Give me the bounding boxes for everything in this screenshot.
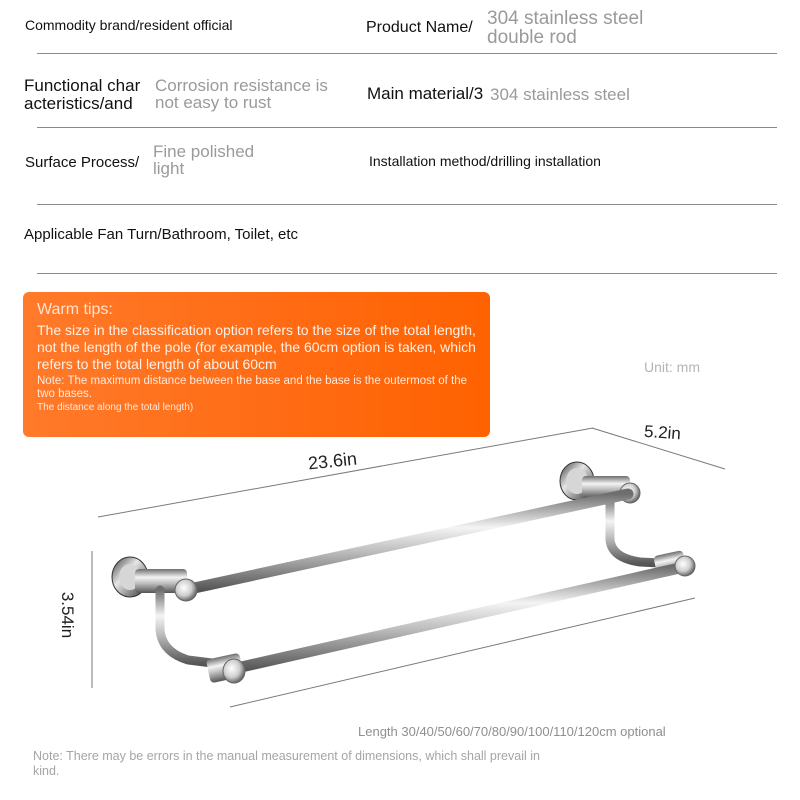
product-name-label: Product Name/ <box>366 19 473 36</box>
applicable-label: Applicable Fan Turn/Bathroom, Toilet, etc <box>24 226 299 243</box>
lower-rod-left-cap <box>223 659 245 683</box>
product-name-value: 304 stainless steel double rod <box>487 8 644 48</box>
unit-label: Unit: mm <box>644 359 700 375</box>
functional-value: Corrosion resistance is not easy to rust <box>155 76 328 112</box>
warm-tips-note: Note: The maximum distance between the base and the base is the outermost of the two bases. <box>37 375 468 400</box>
surface-value: Fine polished light <box>153 142 255 178</box>
brand-label: Commodity brand/resident official <box>25 17 233 33</box>
length-dimension-line <box>98 428 593 517</box>
surface-label: Surface Process/ <box>25 154 140 171</box>
warm-tips-note2: The distance along the total length) <box>37 402 194 413</box>
dimension-lines <box>92 428 725 707</box>
left-support-arm <box>160 590 220 664</box>
upper-rod <box>185 494 628 590</box>
warm-tips-body: The size in the classification option refers to the size of the total length, not the length of the pole (for example, the 60cm option is taken, which refers to the total length of about 60cm <box>37 322 476 372</box>
lower-rod <box>228 567 684 670</box>
upper-rod-left-cap <box>175 579 197 601</box>
lower-rod-right-cap <box>675 556 695 576</box>
installation-label: Installation method/drilling installation <box>369 153 601 169</box>
length-dimension-label: 23.6in <box>307 448 358 474</box>
functional-label: Functional char acteristics/and <box>24 76 141 113</box>
main-material-label: Main material/3 <box>367 84 484 103</box>
footer-note: Note: There may be errors in the manual measurement of dimensions, which shall prevail in kind. <box>33 749 540 778</box>
warm-tips-title: Warm tips: <box>37 301 113 318</box>
length-options-text: Length 30/40/50/60/70/80/90/100/110/120cm optional <box>358 724 666 739</box>
height-dimension-label: 3.54in <box>58 591 78 639</box>
main-material-value: 304 stainless steel <box>490 85 630 104</box>
depth-dimension-label: 5.2in <box>643 421 682 444</box>
